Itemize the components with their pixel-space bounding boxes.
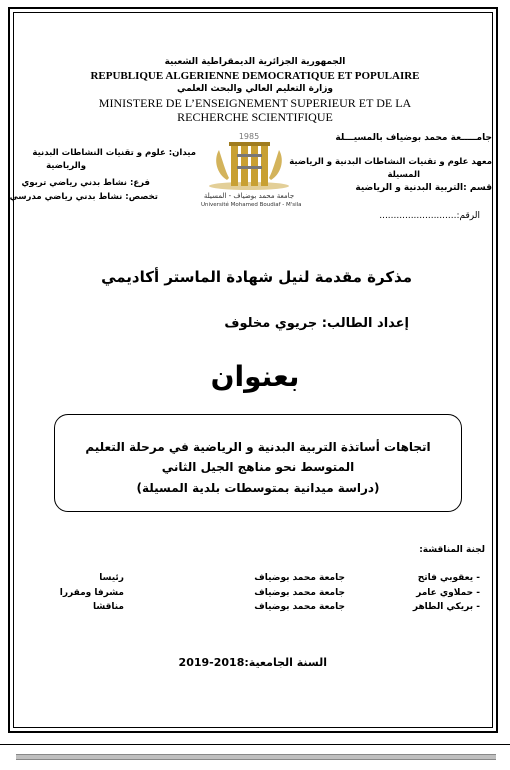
header-ar-republic: الجمهورية الجزائرية الديمقراطية الشعبية <box>164 57 346 67</box>
university-logo <box>201 130 302 208</box>
academic-year: السنة الجامعية:2018-2019 <box>178 656 327 669</box>
reference-number: الرقم:........................... <box>379 211 480 221</box>
institute-line2: المسيلة <box>387 170 420 180</box>
specialty: تخصص: نشاط بدني رياضي مدرسي <box>9 192 158 202</box>
field-line2: والرياضية <box>46 161 86 171</box>
committee-member-university: جامعة محمد بوضياف <box>254 602 345 612</box>
committee-member-name: - يعقوبي فاتح <box>417 573 480 583</box>
committee-member-name: - بريكي الطاهر <box>412 602 480 612</box>
memo-heading: مذكرة مقدمة لنيل شهادة الماستر أكاديمي <box>101 268 412 286</box>
thesis-title-line1: اتجاهات أساتذة التربية البدنية و الرياضية في مرحلة التعليم <box>85 440 431 454</box>
committee-member-university: جامعة محمد بوضياف <box>254 573 345 583</box>
bottom-bar <box>16 754 496 760</box>
committee-label: لجنة المناقشة: <box>419 545 485 555</box>
committee-member-university: جامعة محمد بوضياف <box>254 588 345 598</box>
university-name: جامـــــعة محمد بوضياف بالمسيـــلة <box>335 133 492 143</box>
header-fr-ministry: MINISTERE DE L’ENSEIGNEMENT SUPERIEUR ET DE LA <box>98 96 412 110</box>
committee-member-name: - حملاوي عامر <box>416 588 480 598</box>
department: قسم :التربية البدنية و الرياضية <box>355 183 492 193</box>
header-fr-research: RECHERCHE SCIENTIFIQUE <box>177 110 333 124</box>
branch: فرع: نشاط بدني رياضي تربوي <box>21 178 150 188</box>
header-ar-ministry: وزارة التعليم العالي والبحث العلمي <box>176 84 334 94</box>
titled-heading: بعنوان <box>210 360 300 393</box>
logo-name-ar: جامعة محمد بوضياف - المسيلة <box>203 192 295 200</box>
student-name: إعداد الطالب: جريوي مخلوف <box>224 316 409 331</box>
thesis-title-line2: المتوسط نحو مناهج الجيل الثاني <box>161 460 355 474</box>
header-fr-republic: REPUBLIQUE ALGERIENNE DEMOCRATIQUE ET POPULAIRE <box>90 70 420 82</box>
institute-line1: معهد علوم و تقنيات النشاطات البدنية و الرياضية <box>289 157 492 167</box>
logo-year: 1985 <box>238 132 260 141</box>
bottom-rule <box>0 744 510 745</box>
committee-member-role: رئيسا <box>99 573 124 583</box>
committee-member-role: مشرفا ومقررا <box>59 588 124 598</box>
logo-name-fr: Université Mohamed Boudiaf - M'sila <box>201 202 302 208</box>
field-line1: ميدان: علوم و تقنيات النشاطات البدنية <box>32 148 196 158</box>
committee-member-role: مناقشا <box>92 602 124 612</box>
thesis-title-line3: (دراسة ميدانية بمتوسطات بلدية المسيلة) <box>136 481 380 495</box>
